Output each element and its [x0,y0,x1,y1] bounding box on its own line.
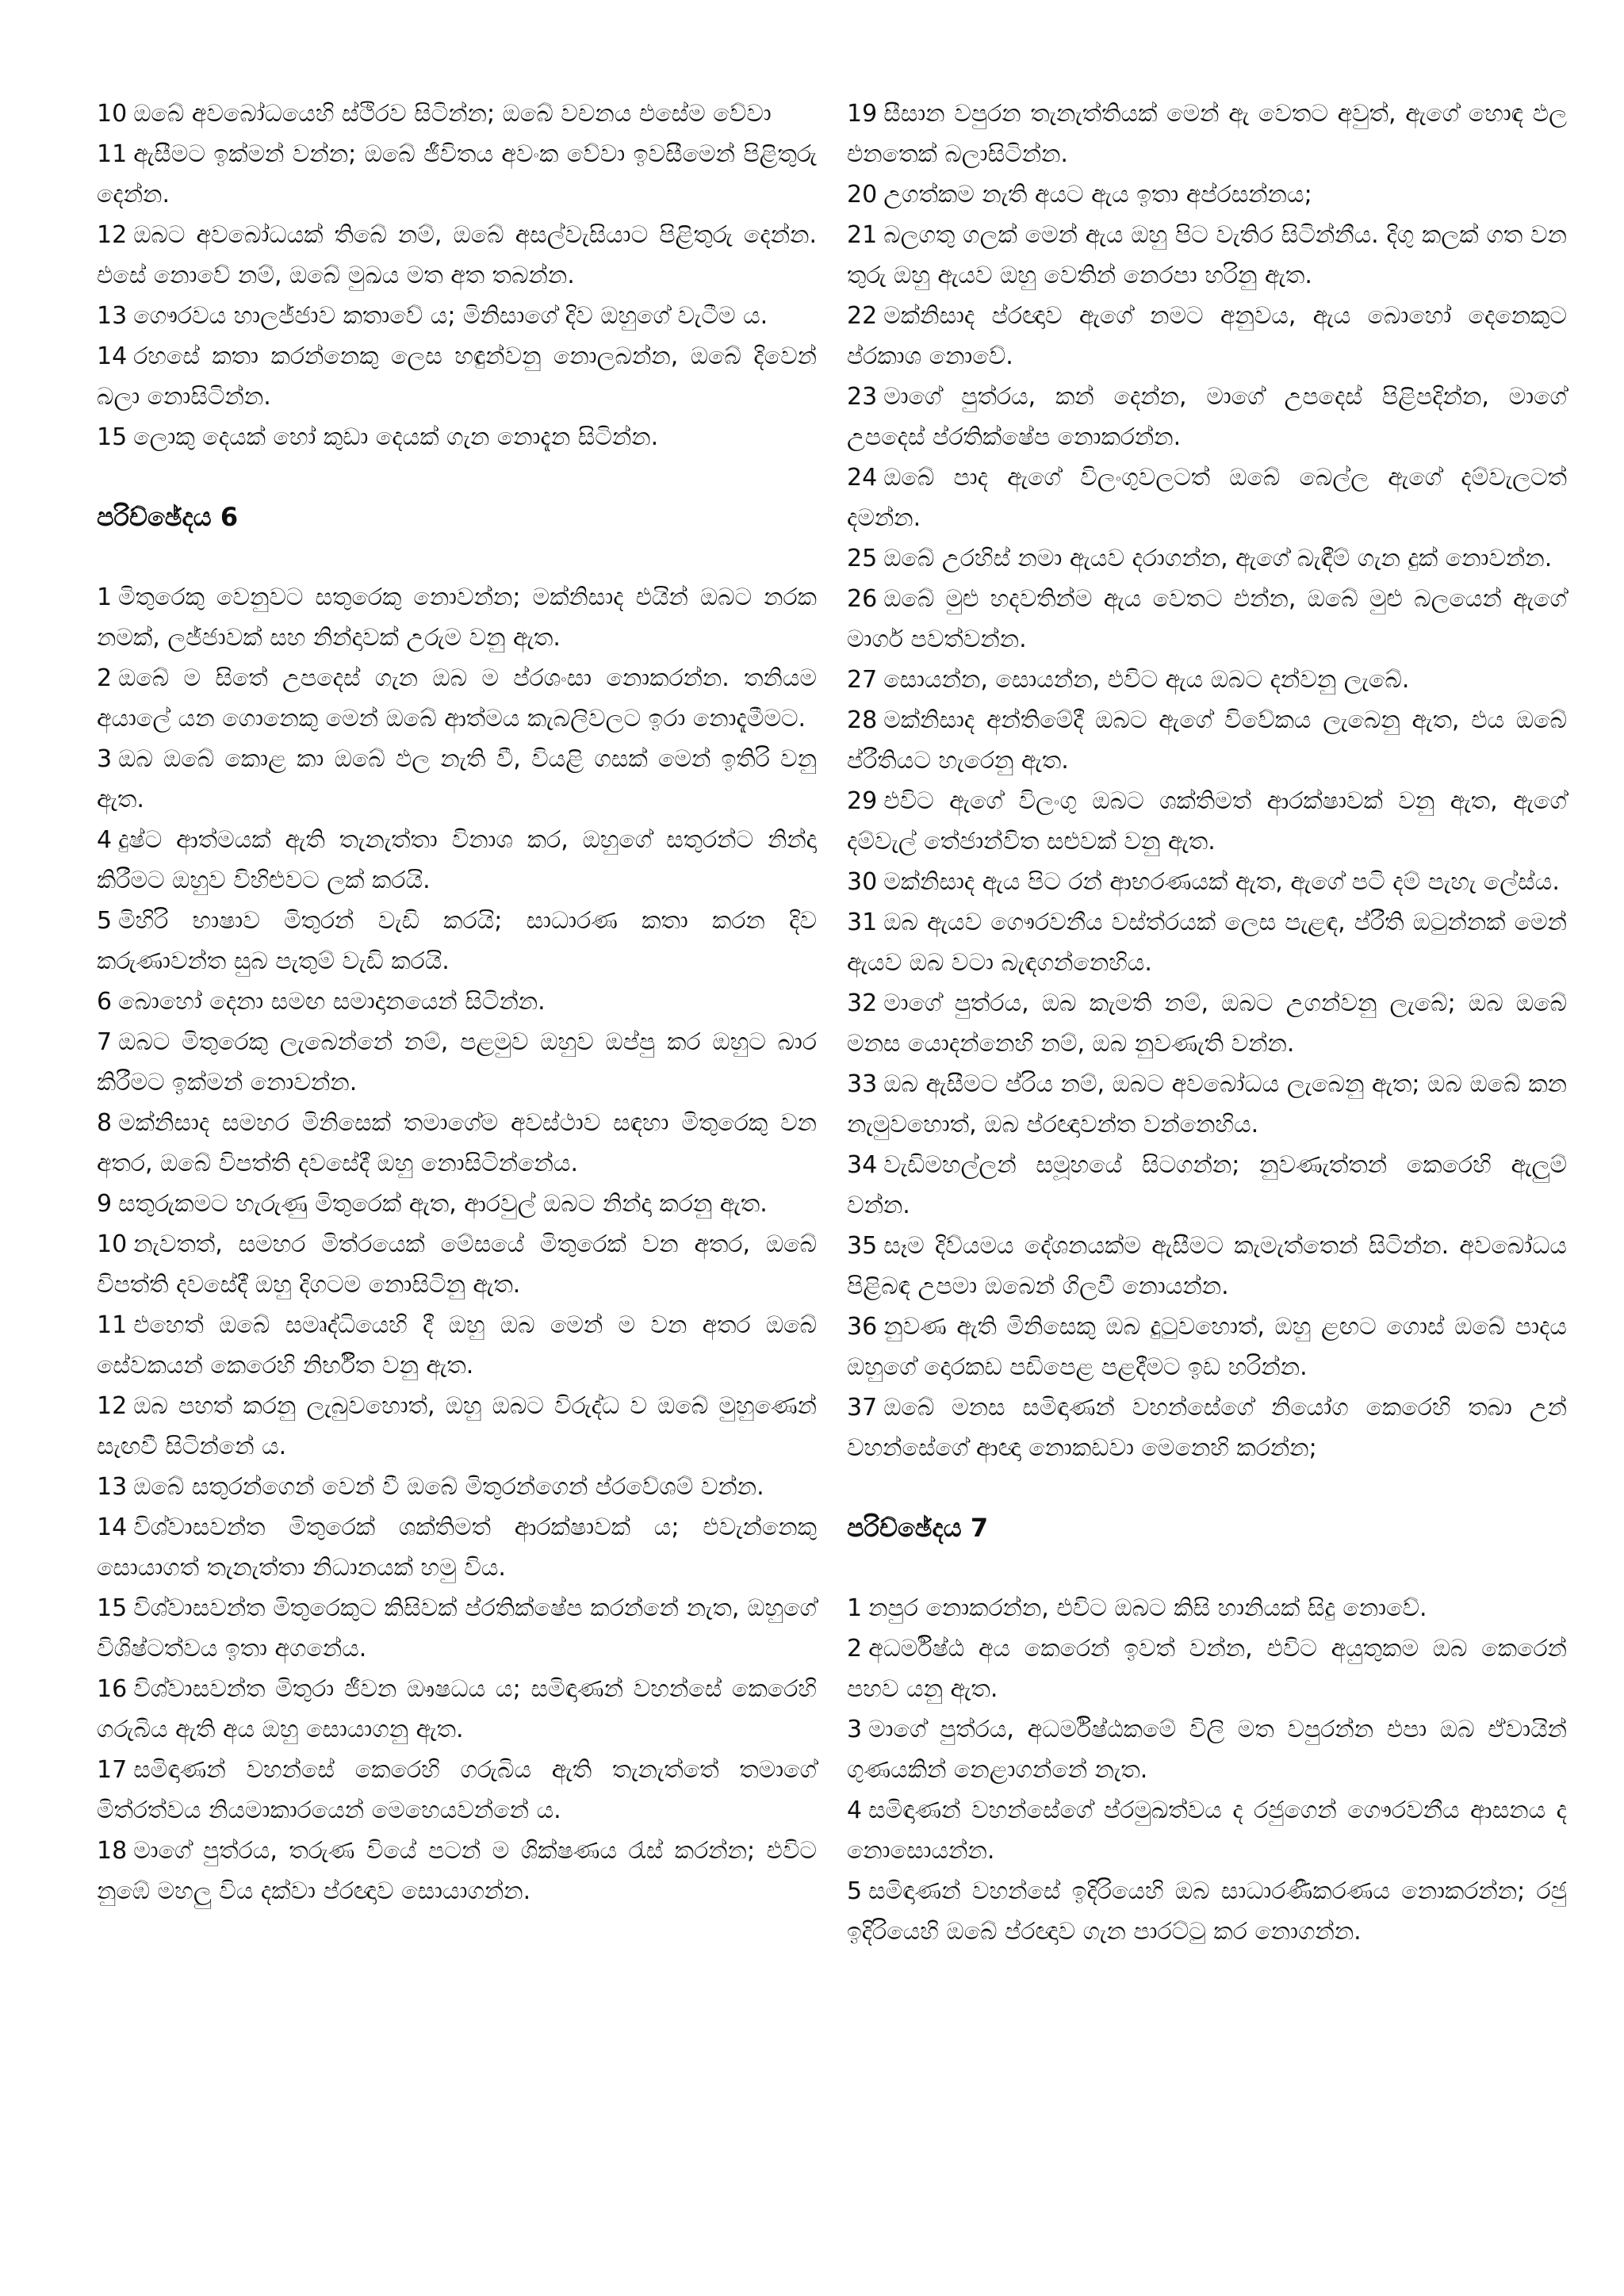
verse-text: මක්නිසාද සමහර මිනිසෙක් තමාගේම අවස්ථාව සඳහා මිතුරෙකු වන අතර, ඔබේ විපත්ති දවසේදී ඔහු නොසිටින්නේය. [97,1109,817,1177]
verse-number: 15 [97,423,128,451]
verse-number: 29 [847,787,878,815]
verse-group [847,94,1567,1468]
verse-text: මාගේ පුත්රය, තරුණ වියේ පටන් ම ශික්ෂණය රැස් කරන්න; එවිට නුඹේ මහලු විය දක්වා ප්රඥාව සොයාගන්න. [97,1837,817,1905]
verse [97,1750,817,1831]
verse-number: 8 [97,1109,113,1137]
verse-text: මාගේ පුත්රය, කන් දෙන්න, මාගේ උපදෙස් පිළිපදින්න, මාගේ උපදෙස් ප්රතික්ෂේප නොකරන්න. [847,383,1567,451]
verse [847,457,1567,538]
verse-text: ඔබ ඇසීමට ප්රිය නම්, ඔබට අවබෝධය ලැබෙනු ඇත; ඔබ ඔබේ කන නැමුවහොත්, ඔබ ප්රඥාවන්ත වන්නෙහිය. [847,1070,1567,1138]
verse-number: 23 [847,383,878,411]
verse-number: 1 [847,1594,863,1622]
verse [847,94,1567,174]
verse [97,1507,817,1588]
verse-text: ඔබේ අවබෝධයෙහි ස්ථිරව සිටින්න; ඔබේ වචනය එසේම වේවා [133,100,772,128]
verse-text: රහසේ කතා කරන්නෙකු ලෙස හඳුන්වනු නොලබන්න, ඔබේ දිවෙන් බලා නොසිටින්න. [97,342,817,411]
verse-number: 26 [847,585,878,613]
verse-text: මක්නිසාද ප්රඥාව ඇගේ නමට අනුවය, ඇය බොහෝ දෙනෙකුට ප්රකාශ නොවේ. [847,302,1567,370]
verse-text: නුවණ ඇති මිනිසෙකු ඔබ දුටුවහොත්, ඔහු ළඟට ගොස් ඔබේ පාදය ඔහුගේ දොරකඩ පඩිපෙළ පළදීමට ඉඩ හරින්න. [847,1313,1567,1381]
verse [97,739,817,820]
verse-text: විශ්වාසවන්ත මිතුරෙක් ශක්තිමත් ආරක්ෂාවක් ය; එවැන්නෙකු සොයාගත් තැනැත්තා නිධානයක් හමු විය. [97,1513,817,1582]
verse-number: 36 [847,1313,878,1341]
verse [847,1387,1567,1468]
verse-number: 19 [847,100,878,128]
verse [847,781,1567,862]
verse-number: 15 [97,1594,128,1622]
verse-number: 16 [97,1675,128,1703]
verse [847,660,1567,700]
verse-number: 33 [847,1070,878,1098]
verse-text: නපුර නොකරන්න, එවිට ඔබට කිසි හානියක් සිදු නොවේ. [868,1594,1427,1622]
verse-text: එහෙත් ඔබේ සමෘද්ධියෙහි දී ඔහු ඔබ මෙන් ම වන අතර ඔබේ සේවකයන් කෙරෙහි නිර්භීත වනු ඇත. [97,1311,817,1380]
verse-number: 2 [97,664,113,692]
verse [847,579,1567,660]
verse-text: ගෞරවය හාලජ්ජාව කතාවේ ය; මිනිසාගේ දිව ඔහුගේ වැටීම ය. [133,302,768,330]
verse-text: එවිට ඇගේ විලංගු ඔබට ශක්තිමත් ආරක්ෂාවක් වනු ඇත, ඇගේ දම්වැල් තේජාන්විත සළුවක් වනු ඇත. [847,787,1567,855]
verse [847,902,1567,983]
verse-number: 31 [847,909,878,936]
verse-number: 13 [97,302,128,330]
verse-number: 35 [847,1232,878,1260]
verse-text: සීසාන වපුරන තැනැත්තියක් මෙන් ඇ වෙතට අවුත්, ඇගේ හොඳ ඵල එනතෙක් බලාසිටින්න. [847,100,1567,168]
left-column [97,94,817,1911]
verse-text: සමිඳාණන් වහන්සේ ඉදිරියෙහි ඔබ සාධාරණීකරණය නොකරන්න; රජු ඉදිරියෙහි ඔබේ ප්රඥාව ගැන පාරට්ටු කර නොගන්න. [847,1877,1567,1946]
verse-group [97,94,817,457]
verse [847,296,1567,377]
verse [847,1145,1567,1226]
verse-text: මාගේ පුත්රය, ඔබ කැමති නම්, ඔබට උගන්වනු ලැබේ; ඔබ ඔබේ මනස යොදන්නෙහි නම්, ඔබ නුවණැති වන්න. [847,989,1567,1058]
verse [97,820,817,901]
verse [97,1588,817,1669]
right-column [847,94,1567,1952]
verse-number: 5 [847,1877,863,1905]
verse [847,1588,1567,1628]
verse [847,377,1567,457]
verse [97,1224,817,1305]
verse [97,134,817,215]
verse-text: බලගතු ගලක් මෙන් ඇය ඔහු පිට වැතිර සිටින්නීය. දිගු කලක් ගත වන තුරු ඔහු ඇයව ඔහු වෙතින් නෙරපා හරිනු ඇත. [847,221,1567,289]
chapter-heading: පරිච්ඡේදය 7 [847,1513,989,1543]
verse-text: ඔබට මිතුරෙකු ලැබෙන්නේ නම්, පළමුව ඔහුව ඔප්පු කර ඔහුට බාර කිරීමට ඉක්මන් නොවන්න. [97,1028,817,1096]
verse-text: ඔබේ මනස සමිඳාණන් වහන්සේගේ නියෝග කෙරෙහි තබා උන් වහන්සේගේ ආඥා නොකඩවා මෙනෙහි කරන්න; [847,1394,1567,1462]
verse-number: 3 [97,745,113,773]
verse [97,1669,817,1750]
verse [97,417,817,457]
verse-text: දුෂ්ට ආත්මයක් ඇති තැනැත්තා විනාශ කර, ඔහුගේ සතුරන්ට නින්දා කිරීමට ඔහුව විහිළුවට ලක් කරයි. [97,826,817,894]
verse-text: ඔබේ උරහිස් නමා ඇයව දරාගන්න, ඇගේ බැඳීම් ගැන දුක් නොවන්න. [883,545,1553,572]
verse [847,700,1567,781]
verse-text: ඔබ ඔබේ කොළ කා ඔබේ ඵල නැති වී, වියළි ගසක් මෙන් ඉතිරි වනු ඇත. [97,745,817,813]
verse [847,215,1567,296]
verse-text: අධර්මිෂ්ඨ අය කෙරෙන් ඉවත් වන්න, එවිට අයුතුකම ඔබ කෙරෙන් පහව යනු ඇත. [847,1635,1567,1703]
verse-text: සොයන්න, සොයන්න, එවිට ඇය ඔබට දන්වනු ලැබේ. [883,666,1410,694]
verse-text: වැඩිමහල්ලන් සමූහයේ සිටගන්න; නුවණැත්තන් කෙරෙහි ඇලුම් වන්න. [847,1151,1567,1219]
verse [847,862,1567,902]
verse-number: 11 [97,1311,128,1339]
verse [97,1386,817,1467]
verse-text: සමිඳාණන් වහන්සේගේ ප්රමුඛත්වය ද රජුගෙන් ගෞරවනීය ආසනය ද නොසොයන්න. [847,1797,1567,1865]
verse [847,1226,1567,1307]
chapter-heading: පරිච්ඡේදය 6 [97,502,239,532]
verse-text: මිතුරෙකු වෙනුවට සතුරෙකු නොවන්න; මක්නිසාද එයින් ඔබට නරක නමක්, ලජ්ජාවක් සහ නින්දාවක් උරුම වනු ඇත. [97,584,817,652]
verse-number: 37 [847,1394,878,1422]
verse [847,1709,1567,1790]
verse [847,1064,1567,1145]
verse [847,983,1567,1064]
verse-text: ඔබට අවබෝධයක් තිබේ නම්, ඔබේ අසල්වැසියාට පිළිතුරු දෙන්න. එසේ නොවේ නම්, ඔබේ මුඛය මත අත තබන්න. [97,221,817,289]
verse-number: 32 [847,989,878,1017]
verse-number: 25 [847,545,878,572]
verse-text: ඇසීමට ඉක්මන් වන්න; ඔබේ ජීවිතය අවංක වේවා ඉවසීමෙන් පිළිතුරු දෙන්න. [97,140,817,209]
verse-number: 14 [97,342,128,370]
verse [97,94,817,134]
verse [97,658,817,739]
verse-number: 20 [847,181,878,209]
verse-number: 11 [97,140,128,168]
verse [97,1831,817,1911]
verse-text: බොහෝ දෙනා සමඟ සමාදානයෙන් සිටින්න. [118,988,546,1016]
verse-number: 3 [847,1716,863,1743]
verse-number: 34 [847,1151,878,1179]
verse-text: සෑම දිව්යමය දේශනයක්ම ඇසීමට කැමැත්තෙන් සිටින්න. අවබෝධය පිළිබඳ උපමා ඔබෙන් ගිලවී නොයන්න. [847,1232,1567,1300]
verse-text: ඔබේ පාද ඇගේ විලංගුවලටත් ඔබේ බෙල්ල ඇගේ දම්වැලටත් දමන්න. [847,464,1567,532]
verse [97,1022,817,1103]
verse-number: 5 [97,907,113,935]
verse-number: 6 [97,988,113,1016]
verse [97,215,817,296]
verse-number: 24 [847,464,878,492]
verse-number: 2 [847,1635,863,1663]
verse [847,1628,1567,1709]
verse-text: විශ්වාසවන්ත මිතුරෙකුට කිසිවක් ප්රතික්ෂේප කරන්නේ නැත, ඔහුගේ විශිෂ්ටත්වය ඉතා අගනේය. [97,1594,817,1663]
verse-text: විශ්වාසවන්ත මිතුරා ජීවන ඖෂධය ය; සමිඳාණන් වහන්සේ කෙරෙහි ගරුබිය ඇති අය ඔහු සොයාගනු ඇත. [97,1675,817,1743]
verse [97,1103,817,1184]
verse [97,1305,817,1386]
verse-text: මාගේ පුත්රය, අධර්මිෂ්ඨකමේ විලි මත වපුරන්න එපා ඔබ ඒවායින් ගුණයකින් නෙළාගන්නේ නැත. [847,1716,1567,1784]
verse [97,1184,817,1224]
verse-text: මක්නිසාද ඇය පිට රන් ආභරණයක් ඇත, ඇගේ පටි දම් පැහැ ලේස්ය. [883,868,1560,896]
verse-number: 9 [97,1190,113,1218]
verse [97,296,817,336]
verse-text: මිහිරි භාෂාව මිතුරන් වැඩි කරයි; සාධාරණ කතා කරන දිව කරුණාවන්ත සුබ පැතුම් වැඩි කරයි. [97,907,817,975]
verse-text: ලොකු දෙයක් හෝ කුඩා දෙයක් ගැන නොදැන සිටින්න. [133,423,659,451]
verse [847,1871,1567,1952]
verse-number: 12 [97,221,128,249]
verse-group [847,1588,1567,1952]
verse-number: 4 [97,826,113,854]
verse-number: 7 [97,1028,113,1056]
verse-text: ඔබ පහත් කරනු ලැබුවහොත්, ඔහු ඔබට විරුද්ධ ව ඔබේ මුහුණෙන් සැඟවී සිටින්නේ ය. [97,1392,817,1460]
verse-number: 14 [97,1513,128,1541]
verse-text: උගත්කම නැති අයට ඇය ඉතා අප්රසන්නය; [883,181,1312,209]
verse-text: ඔබේ මුළු හදවතින්ම ඇය වෙතට එන්න, ඔබේ මුළු බලයෙන් ඇගේ මාර්ග පවත්වන්න. [847,585,1567,653]
verse-number: 12 [97,1392,128,1420]
verse-number: 4 [847,1797,863,1824]
verse-number: 22 [847,302,878,330]
verse-number: 10 [97,1230,128,1258]
verse [97,1467,817,1507]
verse-number: 27 [847,666,878,694]
verse-text: ඔබේ ම සිතේ උපදෙස් ගැන ඔබ ම ප්රශංසා නොකරන්න. තනියම අයාලේ යන ගොනෙකු මෙන් ඔබේ ආත්මය කැබලිවලට ඉරා නොදැමීමට. [97,664,817,733]
verse-text: සතුරුකමට හැරුණු මිතුරෙක් ඇත, ආරවුල් ඔබට නින්දා කරනු ඇත. [118,1190,768,1218]
verse [97,336,817,417]
verse [847,1307,1567,1387]
verse-number: 10 [97,100,128,128]
verse [97,577,817,658]
verse-text: සමිඳාණන් වහන්සේ කෙරෙහි ගරුබිය ඇති තැනැත්තේ තමාගේ මිත්රත්වය නියමාකාරයෙන් මෙහෙයවන්නේ ය. [97,1756,817,1824]
verse-number: 28 [847,706,878,734]
verse-number: 17 [97,1756,128,1784]
verse-number: 18 [97,1837,128,1865]
verse-text: ඔබේ සතුරන්ගෙන් වෙන් වී ඔබේ මිතුරන්ගෙන් ප්රවේශම් වන්න. [133,1473,764,1501]
verse-number: 13 [97,1473,128,1501]
verse-number: 21 [847,221,878,249]
verse-number: 1 [97,584,113,611]
verse [97,982,817,1022]
verse-text: නැවතත්, සමහර මිත්රයෙක් මේසයේ මිතුරෙක් වන අතර, ඔබේ විපත්ති දවසේදී ඔහු දිගටම නොසිටිනු ඇත. [97,1230,817,1299]
verse [847,538,1567,579]
verse-text: මක්නිසාද අන්තිමේදී ඔබට ඇගේ විවේකය ලැබෙනු ඇත, එය ඔබේ ප්රීතියට හැරෙනු ඇත. [847,706,1567,775]
verse [847,1790,1567,1871]
verse-group [97,577,817,1911]
verse [847,174,1567,215]
verse-text: ඔබ ඇයව ගෞරවනීය වස්ත්රයක් ලෙස පැළඳ, ප්රීති ඔටුන්නක් මෙන් ඇයව ඔබ වටා බැඳගන්නෙහිය. [847,909,1567,977]
verse-number: 30 [847,868,878,896]
verse [97,901,817,982]
